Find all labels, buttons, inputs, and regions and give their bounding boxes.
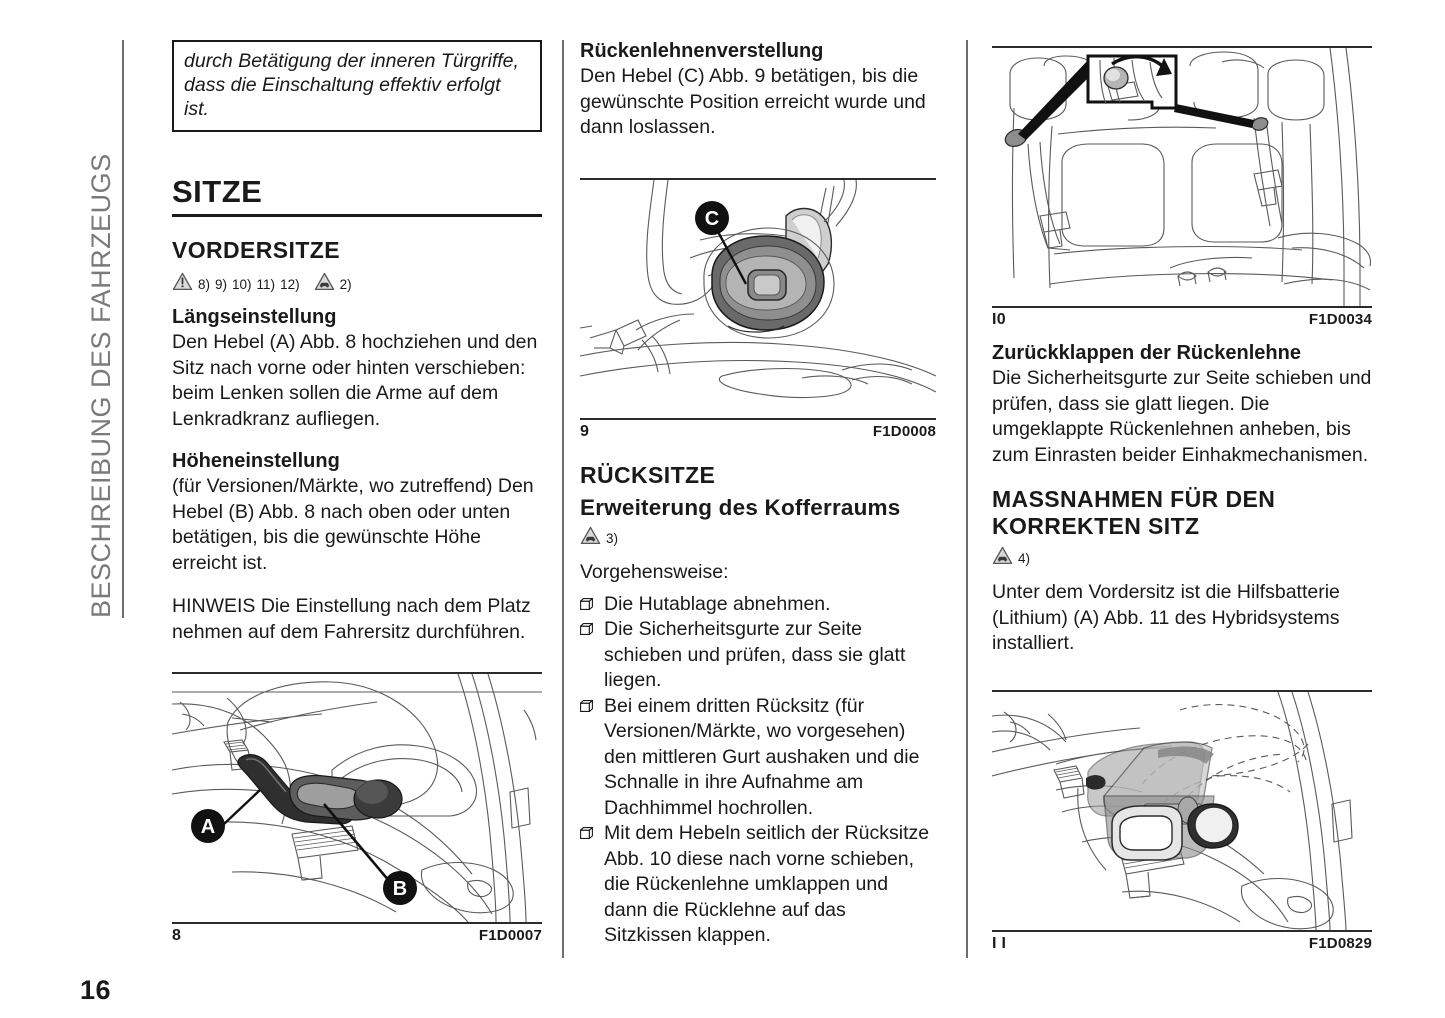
list-item-text: Mit dem Hebeln seitlich der Rücksitze Abb. 10 diese nach vorne schieben, die Rückenlehne umklappen und dann die Rücklehne auf das Sitzkissen klappen. xyxy=(604,822,930,946)
list-item-text: Die Hutablage abnehmen. xyxy=(604,592,831,615)
side-tab-label: BESCHREIBUNG DES FAHRZEUGS xyxy=(85,153,116,618)
subsection-hoeheneinstellung-body: (für Versionen/Märkte, wo zutreffend) Den Hebel (B) Abb. 8 nach oben oder unten betätigen, bis die gewünschte Höhe erreicht ist. xyxy=(172,475,534,574)
ref-warning-11: 11) xyxy=(256,276,276,292)
figure-9-code: F1D0008 xyxy=(872,423,936,440)
subsection-zurueckklappen: Zurückklappen der Rückenlehne xyxy=(992,342,1301,364)
figure-9-caption xyxy=(580,420,936,441)
figure-9-artwork xyxy=(580,180,936,418)
vehicle-damage-triangle-icon xyxy=(314,272,335,291)
svg-text:C: C xyxy=(704,208,720,230)
square-bullet-icon xyxy=(580,827,593,839)
svg-text:B: B xyxy=(392,878,408,900)
vorgehensweise-lead-in: Vorgehensweise: xyxy=(580,561,729,583)
ref-warning-12: 12) xyxy=(280,276,300,292)
square-bullet-icon xyxy=(580,700,593,712)
section-subtitle-kofferraum: Erweiterung des Kofferraums xyxy=(580,495,901,520)
figure-8-code: F1D0007 xyxy=(478,927,542,944)
figure-10-artwork xyxy=(992,48,1372,306)
figure-8-number: 8 xyxy=(172,927,182,944)
figure-10-code: F1D0034 xyxy=(1308,311,1372,328)
list-item xyxy=(580,617,936,694)
figure-11-caption xyxy=(992,932,1372,953)
figure-10-number: I0 xyxy=(992,311,1006,328)
figure-10 xyxy=(992,46,1372,329)
list-item-text: Die Sicherheitsgurte zur Seite schieben und prüfen, dass sie glatt liegen. xyxy=(604,618,906,691)
list-item xyxy=(580,821,936,949)
ref-damage-2: 2) xyxy=(339,276,352,292)
square-bullet-icon xyxy=(580,623,593,635)
figure-11-code: F1D0829 xyxy=(1308,935,1372,952)
list-item xyxy=(580,592,936,618)
ref-warning-8: 8) xyxy=(198,276,211,292)
subsection-zurueckklappen-body: Die Sicherheitsgurte zur Seite schieben und prüfen, dass sie glatt liegen. Die umgeklappte Rückenlehnen anheben, bis zum Einrasten beider Einhakmechanismen. xyxy=(992,367,1372,466)
ref-damage-3: 3) xyxy=(606,530,619,546)
ref-damage-4: 4) xyxy=(1018,550,1031,566)
column-divider-1 xyxy=(562,40,564,958)
figure-9 xyxy=(580,178,936,441)
note-box: durch Betätigung der inneren Türgriffe, dass die Einschaltung effektiv erfolgt ist. xyxy=(172,40,542,132)
hinweis-text: HINWEIS Die Einstellung nach dem Platz nehmen auf dem Fahrersitz durchführen. xyxy=(172,595,531,643)
figure-9-number: 9 xyxy=(580,423,590,440)
reference-marks-row-middle xyxy=(580,524,936,546)
right-column xyxy=(992,342,1372,675)
ref-warning-10: 10) xyxy=(232,276,252,292)
column-divider-2 xyxy=(966,40,968,958)
square-bullet-icon xyxy=(580,598,593,610)
procedure-list xyxy=(580,592,936,949)
left-column xyxy=(172,40,542,663)
subsection-rueckenlehnenverstellung: Rückenlehnenverstellung xyxy=(580,40,824,62)
list-item xyxy=(580,694,936,822)
subsection-rueckenlehnenverstellung-body: Den Hebel (C) Abb. 9 betätigen, bis die gewünschte Position erreicht wurde und dann loslassen. xyxy=(580,65,926,138)
figure-10-caption xyxy=(992,308,1372,329)
section-title-ruecksitze: RÜCKSITZE xyxy=(580,462,716,488)
middle-column xyxy=(580,40,936,141)
ref-warning-9: 9) xyxy=(215,276,228,292)
chapter-title-rule xyxy=(172,214,542,217)
warning-triangle-icon xyxy=(172,272,193,291)
section-title-vordersitze: VORDERSITZE xyxy=(172,237,340,263)
figure-8-artwork xyxy=(172,674,542,922)
figure-8-caption xyxy=(172,924,542,945)
reference-marks-row xyxy=(172,270,542,292)
figure-11-artwork xyxy=(992,692,1372,930)
figure-11-number: I I xyxy=(992,935,1007,952)
chapter-title: SITZE xyxy=(172,174,263,209)
chapter-side-tab xyxy=(78,40,124,618)
figure-8 xyxy=(172,672,542,945)
vehicle-damage-triangle-icon xyxy=(992,546,1013,565)
subsection-hoeheneinstellung: Höheneinstellung xyxy=(172,450,340,472)
vehicle-damage-triangle-icon xyxy=(580,526,601,545)
reference-marks-row-right xyxy=(992,544,1372,566)
subsection-laengseinstellung: Längseinstellung xyxy=(172,306,337,328)
svg-text:A: A xyxy=(200,816,216,838)
figure-11 xyxy=(992,690,1372,953)
list-item-text: Bei einem dritten Rücksitz (für Versionen/Märkte, wo vorgesehen) den mittleren Gurt aushaken und die Schnalle in ihre Aufnahme am Dachhimmel hochrollen. xyxy=(604,694,920,819)
section-title-massnahmen: MASSNAHMEN FÜR DEN KORREKTEN SITZ xyxy=(992,486,1276,539)
subsection-laengseinstellung-body: Den Hebel (A) Abb. 8 hochziehen und den Sitz nach vorne oder hinten verschieben: beim Lenken sollen die Arme auf dem Lenkradkranz aufliegen. xyxy=(172,331,538,430)
page-number: 16 xyxy=(80,975,112,1005)
right-column-body: Unter dem Vordersitz ist die Hilfsbatterie (Lithium) (A) Abb. 11 des Hybridsystems installiert. xyxy=(992,581,1340,654)
middle-column-lower xyxy=(580,462,936,949)
